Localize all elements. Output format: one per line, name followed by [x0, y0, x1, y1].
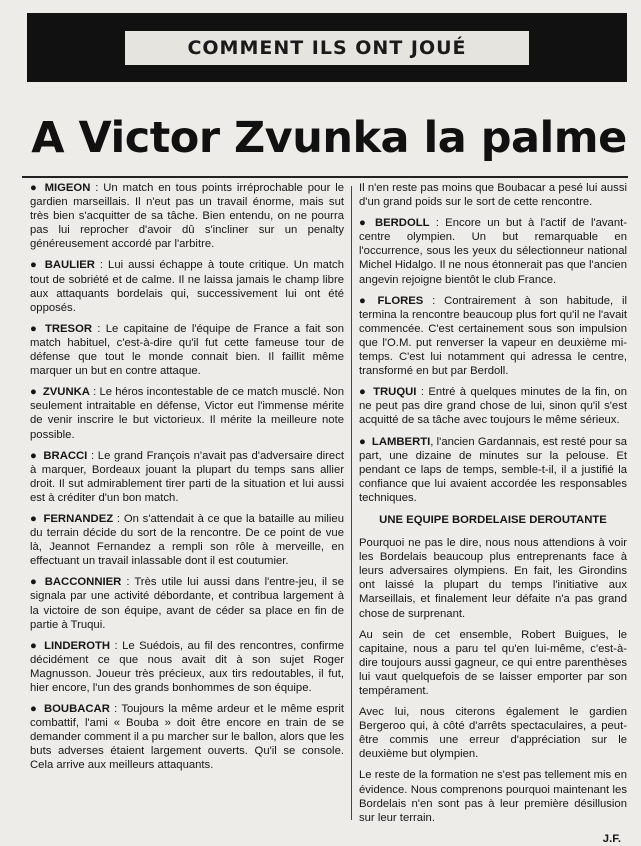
player-entry: ● BAULIER : Lui aussi échappe à toute critique. Un match tout de sobriété et de calme. Il ne laissa jamais le champ libre aux attaquants bordelais qui, successivement lui ont été opposés.: [30, 259, 344, 314]
player-name: LAMBERTI: [371, 435, 431, 448]
body-paragraph: Avec lui, nous citerons également le gardien Bergeroo qui, à côté d'arrêts spectaculaires, a peut-être commis une erreur d'appréciation sur le deuxième but olympien.: [359, 706, 627, 761]
body-paragraph: Le reste de la formation ne s'est pas tellement mis en évidence. Nous comprenons pourquoi maintenant les Bordelais n'en sont pas à leur première désillusion sur leur terrain.: [359, 769, 627, 824]
player-name: FLORES: [377, 294, 424, 307]
section-banner: [27, 13, 627, 82]
player-text: : Le héros incontestable de ce match musclé. Non seulement intraitable en défense, Victor eut l'immense mérite de venir inscrire le but victorieux. Il mérite la meilleure note possible.: [30, 386, 344, 441]
left-column: [30, 181, 344, 780]
player-name: TRUQUI: [373, 386, 417, 399]
player-name: FERNANDEZ: [43, 512, 114, 525]
player-text: : Encore un but à l'actif de l'avant-centre olympien. Un but remarquable en l'occurrence, sous les yeux du sélectionneur national Michel Hidalgo. Il ne nous étonnerait pas que l'ancien angevin rejoigne bientôt le club France.: [359, 217, 628, 286]
player-entry: ● BACCONNIER : Très utile lui aussi dans l'entre-jeu, il se signala par une activité débordante, et contribua largement à la victoire de son équipe, avant de céder sa place en fin de partie à Truqui.: [30, 576, 344, 631]
player-entry: ● BERDOLL : Encore un but à l'actif de l'avant-centre olympien. Un but remarquable en l'occurrence, sous les yeux du sélectionneur national Michel Hidalgo. Il ne nous étonnerait pas que l'ancien angevin rejoigne bientôt le club France.: [359, 217, 628, 286]
player-entry: ● LAMBERTI, l'ancien Gardannais, est resté pour sa part, une dizaine de minutes sur la pelouse. Et pendant ce laps de temps, semble-t-il, il a justifié la confiance que lui avaient accordée les responsables techniques.: [359, 435, 628, 504]
player-entry: ● BRACCI : Le grand François n'avait pas d'adversaire direct à marquer, Bordeaux jouant la plupart du temps sans allier droit. Il sut admirablement tirer parti de la situation et lui aussi est à créditer d'un bon match.: [30, 449, 344, 504]
body-paragraph: Pourquoi ne pas le dire, nous nous attendions à voir les Bordelais beaucoup plus entreprenants face à leurs adversaires olympiens. En fait, les Girondins ont laissé la plupart du temps l'initiative aux Marseillais, et finalement leur défaite n'a pas grand chose de surprenant.: [359, 537, 627, 620]
player-name: TRESOR: [44, 322, 93, 335]
player-entry: ● LINDEROTH : Le Suédois, au fil des rencontres, confirme décidément ce que nous avait dit à son sujet Roger Magnusson. Joueur très précieux, aux tirs redoutables, il fut, hier encore, l'un des grands bonhommes de son équipe.: [30, 639, 345, 694]
right-column: [359, 181, 627, 846]
player-entry: ● TRESOR : Le capitaine de l'équipe de France a fait son match habituel, c'est-à-dire qu'il fut cette fameuse tour de défense que tout le monde connait bien. Il faillit même marquer un but en contre attaque.: [30, 322, 344, 378]
player-name: MIGEON: [44, 182, 91, 194]
player-name: BERDOLL: [374, 217, 430, 230]
article-headline: A Victor Zvunka la palme: [31, 113, 627, 163]
player-text: : Un match en tous points irréprochable pour le gardien marseillais. Il n'eut pas un travail énorme, mais sut très bien s'acquitter de sa tâche. Bien entendu, on ne pourra pas lui reprocher d'avoir dû s'incliner sur un penalty généreusement accordé par l'arbitre.: [30, 182, 344, 251]
player-entry: ● ZVUNKA : Le héros incontestable de ce match musclé. Non seulement intraitable en défense, Victor eut l'immense mérite de venir inscrire le but victorieux. Il mérite la meilleure note possible.: [30, 386, 344, 441]
column-rule: [351, 186, 352, 820]
player-text: : On s'attendait à ce que la bataille au milieu du terrain décide du sort de la rencontre. De ce point de vue là, Jeannot Fernandez a rempli son rôle à merveille, en effectuant un travail inlassable dont il est coutumier.: [30, 512, 344, 568]
player-text: : Contrairement à son habitude, il termina la rencontre beaucoup plus fort qu'il ne l'avait commencée. C'est certainement sous son impulsion que l'O.M. put renverser la vapeur en deuxième mi-temps. C'est lui notamment qui adressa le centre, transformé en but par Berdoll.: [359, 294, 627, 378]
player-name: ZVUNKA: [42, 386, 90, 399]
player-entry: ● FERNANDEZ : On s'attendait à ce que la bataille au milieu du terrain décide du sort de la rencontre. De ce point de vue là, Jeannot Fernandez a rempli son rôle à merveille, en effectuant un travail inlassable dont il est coutumier.: [30, 512, 344, 568]
player-name: BACCONNIER: [44, 576, 122, 589]
continued-paragraph: Il n'en reste pas moins que Boubacar a pesé lui aussi d'un grand poids sur le sort de cette rencontre.: [359, 182, 627, 209]
body-paragraph: Au sein de cet ensemble, Robert Buigues, le capitaine, nous a paru tel qu'en lui-même, c'est-à-dire toujours aussi gagneur, ce qui entre parenthèses lui vaut quelquefois de se laisser emporter par son tempérament.: [359, 628, 627, 697]
section-subheading: UNE EQUIPE BORDELAISE DEROUTANTE: [379, 513, 607, 526]
player-text: : Lui aussi échappe à toute critique. Un match tout de sobriété et de calme. Il ne laissa jamais le champ libre aux attaquants bordelais qui, successivement lui ont été opposés.: [30, 259, 344, 314]
player-entry: ● MIGEON : Un match en tous points irréprochable pour le gardien marseillais. Il n'eut pas un travail énorme, mais sut très bien s'acquitter de sa tâche. Bien entendu, on ne pourra pas lui reprocher d'avoir dû s'incliner sur un penalty généreusement accordé par l'arbitre.: [30, 182, 344, 251]
player-text: : Très utile lui aussi dans l'entre-jeu, il se signala par une activité débordante, et contribua largement à la victoire de son équipe, avant de céder sa place en fin de partie à Truqui.: [30, 576, 344, 631]
player-entry: ● TRUQUI : Entré à quelques minutes de la fin, on ne peut pas dire grand chose de lui, sinon qu'il s'est acquitté de sa tâche avec toujours le même sérieux.: [359, 386, 627, 427]
player-text: : Le grand François n'avait pas d'adversaire direct à marquer, Bordeaux jouant la plupart du temps sans allier droit. Il sut admirablement tirer parti de la situation et lui aussi est à créditer d'un bon match.: [30, 449, 344, 504]
player-entry: ● BOUBACAR : Toujours la même ardeur et le même esprit combattif, l'ami « Bouba » doit être encore en train de se demander comment il a pu marcher sur le ballon, alors que les buts adverses étaient largement ouverts. Qu'il se console. Cela arrive aux meilleurs attaquants.: [30, 703, 344, 772]
headline-divider: [22, 176, 628, 178]
player-entry: ● FLORES : Contrairement à son habitude, il termina la rencontre beaucoup plus fort qu'il ne l'avait commencée. C'est certainement sous son impulsion que l'O.M. put renverser la vapeur en deuxième mi-temps. C'est lui notamment qui adressa le centre, transformé en but par Berdoll.: [359, 294, 627, 378]
player-text: , l'ancien Gardannais, est resté pour sa part, une dizaine de minutes sur la pelouse. Et pendant ce laps de temps, semble-t-il, il a justifié la confiance que lui avaient accordée les responsables techniques.: [359, 435, 628, 504]
section-label: COMMENT ILS ONT JOUÉ: [125, 31, 529, 65]
player-name: BRACCI: [43, 449, 88, 462]
author-signature: J.F.: [602, 832, 621, 845]
player-name: BOUBACAR: [43, 703, 110, 716]
player-text: : Le capitaine de l'équipe de France a fait son match habituel, c'est-à-dire qu'il fut cette fameuse tour de défense que tout le monde connait bien. Il faillit même marquer un but en contre attaque.: [30, 322, 344, 378]
player-name: BAULIER: [44, 259, 95, 272]
player-text: : Toujours la même ardeur et le même esprit combattif, l'ami « Bouba » doit être encore en train de se demander comment il a pu marcher sur le ballon, alors que les buts adverses étaient largement ouverts. Qu'il se console. Cela arrive aux meilleurs attaquants.: [30, 703, 344, 772]
player-name: LINDEROTH: [44, 639, 111, 652]
player-text: : Le Suédois, au fil des rencontres, confirme décidément ce que nous avait dit à son sujet Roger Magnusson. Joueur très précieux, aux tirs redoutables, il fut, hier encore, l'un des grands bonhommes de son équipe.: [30, 639, 345, 694]
player-text: : Entré à quelques minutes de la fin, on ne peut pas dire grand chose de lui, sinon qu'il s'est acquitté de sa tâche avec toujours le même sérieux.: [359, 386, 627, 427]
